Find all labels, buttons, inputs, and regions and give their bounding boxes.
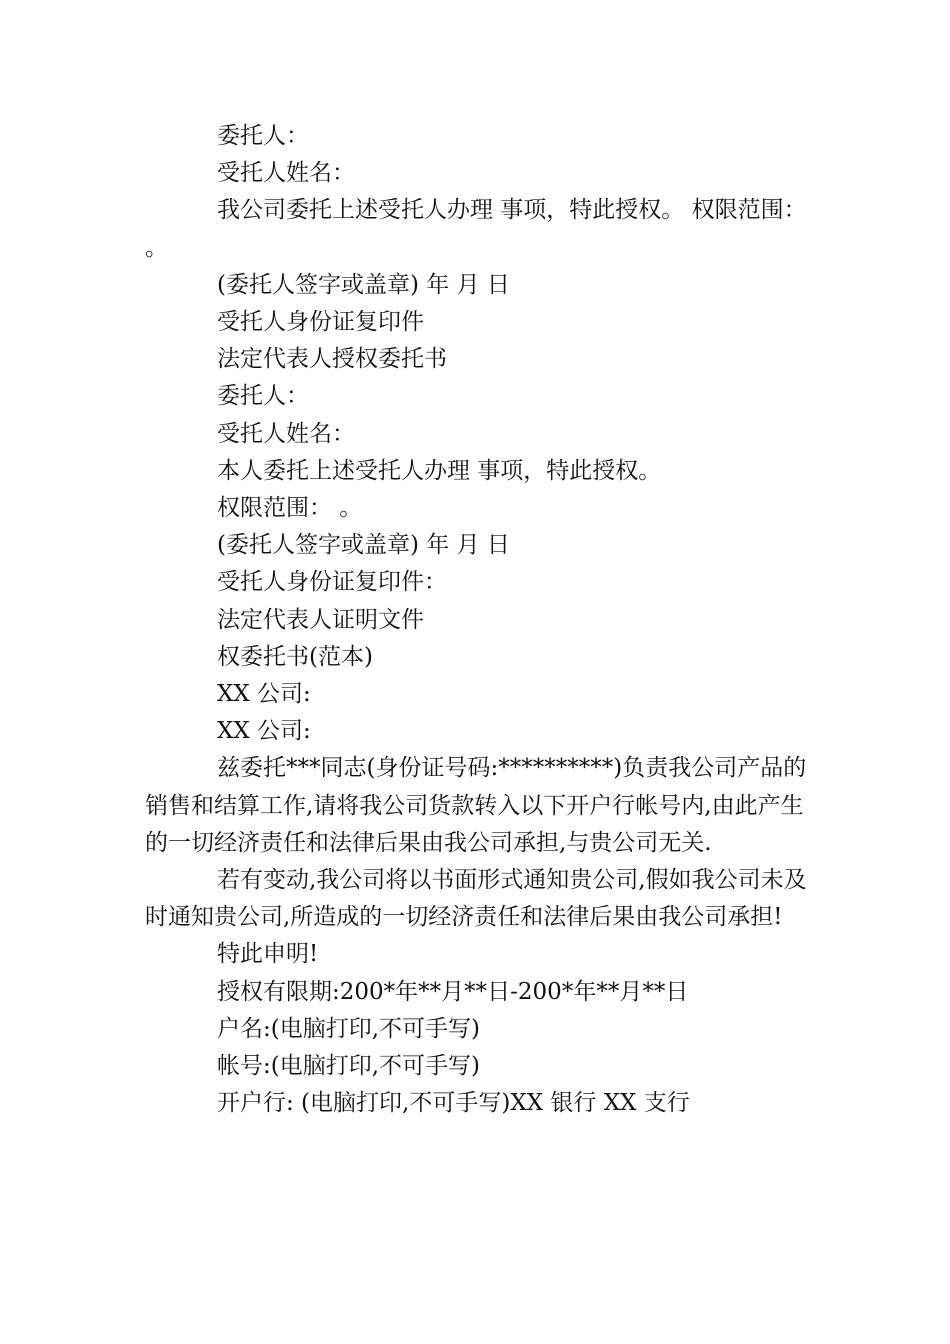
paragraph-authorization-2: 本人委托上述受托人办理 事项，特此授权。 [217, 457, 662, 484]
paragraph-id-copy: 受托人身份证复印件 [217, 309, 424, 336]
paragraph-legal-rep-proof: 法定代表人证明文件 [217, 606, 424, 633]
paragraph-agent-name: 受托人姓名： [217, 160, 355, 187]
paragraph-account-number: 帐号:(电脑打印,不可手写) [217, 1053, 481, 1080]
paragraph-changes: 若有变动,我公司将以书面形式通知贵公司,假如我公司未及时通知贵公司,所造成的一切经济责任和法律后果由我公司承担! [145, 867, 807, 931]
paragraph-company-1: XX 公司: [217, 681, 311, 708]
paragraph-validity: 授权有限期:200*年**月**日-200*年**月**日 [217, 978, 689, 1005]
paragraph-declaration: 特此申明! [217, 941, 319, 968]
paragraph-agent-name-2: 受托人姓名： [217, 420, 355, 447]
paragraph-account-name: 户名:(电脑打印,不可手写) [217, 1015, 481, 1042]
document-body [145, 118, 810, 1122]
paragraph-delegation: 兹委托***同志(身份证号码:**********)负责我公司产品的销售和结算工作,请将我公司货款转入以下开户行帐号内,由此产生的一切经济责任和法律后果由我公司承担,与贵公司无关. [145, 755, 807, 856]
paragraph-bank: 开户行: (电脑打印,不可手写)XX 银行 XX 支行 [217, 1090, 690, 1117]
paragraph-scope: 权限范围： 。 [217, 495, 363, 522]
paragraph-signature-date-2: (委托人签字或盖章) 年 月 日 [217, 532, 510, 559]
paragraph-signature-date: (委托人签字或盖章) 年 月 日 [217, 271, 510, 298]
paragraph-id-copy-2: 受托人身份证复印件： [217, 569, 447, 596]
paragraph-authorization: 我公司委托上述受托人办理 事项，特此授权。 权限范围： 。 [145, 197, 807, 261]
paragraph-principal-2: 委托人： [217, 383, 309, 410]
paragraph-principal: 委托人： [217, 123, 309, 149]
paragraph-company-2: XX 公司: [217, 718, 311, 745]
paragraph-template-title: 权委托书(范本) [217, 643, 373, 670]
paragraph-section-title: 法定代表人授权委托书 [217, 346, 447, 373]
